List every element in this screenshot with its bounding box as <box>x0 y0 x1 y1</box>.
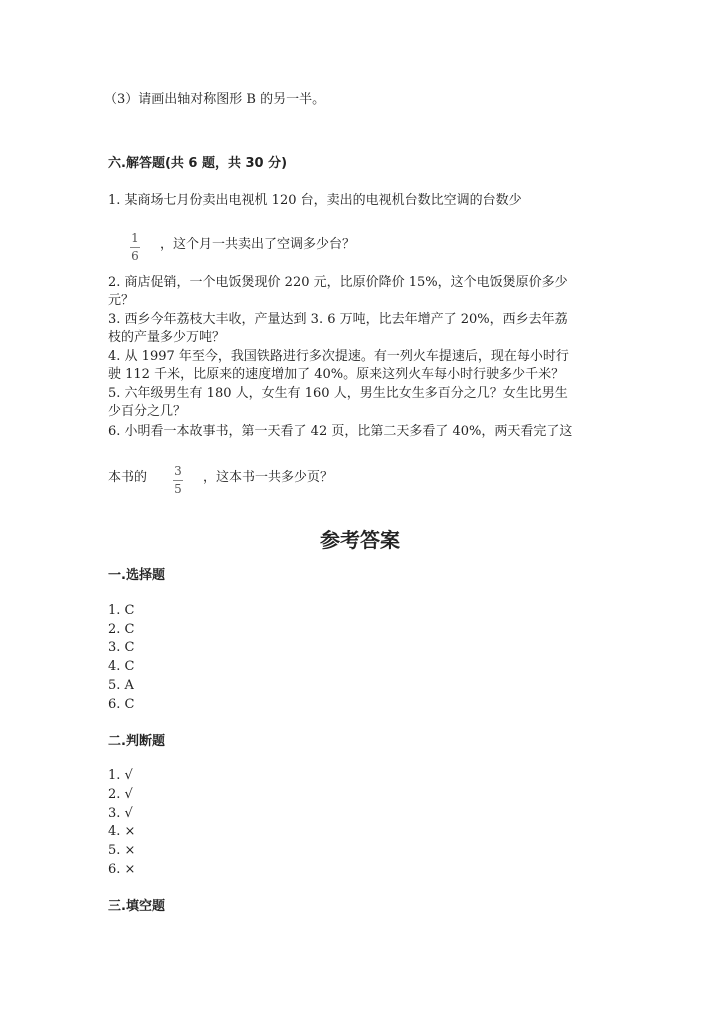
numerator: 1 <box>131 231 139 245</box>
answer-item: 3. C <box>108 640 135 655</box>
answer-item: 6. C <box>108 697 135 712</box>
answer-item: 1. C <box>108 603 135 618</box>
fraction-3-5 <box>173 465 183 496</box>
question-6-line-2b: ，这本书一共多少页？ <box>203 470 334 485</box>
answer-item: 3. √ <box>108 806 133 821</box>
answer-item: 5. A <box>108 678 134 693</box>
answers-section-3-heading: 三.填空题 <box>108 899 165 914</box>
answer-item: 2. C <box>108 622 135 637</box>
answer-item: 4. × <box>108 824 136 839</box>
question-3-line-2: 枝的产量多少万吨？ <box>108 330 226 345</box>
question-4-line-1: 4. 从 1997 年至今，我国铁路进行多次提速。有一列火车提速后，现在每小时行 <box>108 349 569 364</box>
denominator: 5 <box>174 482 182 496</box>
question-2-line-2: 元？ <box>108 293 135 308</box>
answers-title: 参考答案 <box>320 528 400 552</box>
question-5-line-1: 5. 六年级男生有 180 人，女生有 160 人，男生比女生多百分之几？女生比男生 <box>108 386 568 401</box>
numerator: 3 <box>174 464 182 478</box>
question-1-line-2: ，这个月一共卖出了空调多少台？ <box>160 237 356 252</box>
question-6-line-1: 6. 小明看一本故事书，第一天看了 42 页，比第二天多看了 40%，两天看完了这 <box>108 424 573 439</box>
answer-item: 6. × <box>108 862 136 877</box>
question-1-line-1: 1. 某商场七月份卖出电视机 120 台，卖出的电视机台数比空调的台数少 <box>108 193 522 208</box>
denominator: 6 <box>131 249 139 263</box>
answer-item: 1. √ <box>108 768 133 783</box>
answer-item: 5. × <box>108 843 136 858</box>
answer-item: 2. √ <box>108 787 133 802</box>
question-5-line-2: 少百分之几？ <box>108 404 187 419</box>
question-4-line-2: 驶 112 千米，比原来的速度增加了 40%。原来这列火车每小时行驶多少千米？ <box>108 367 565 382</box>
answers-section-2-heading: 二.判断题 <box>108 734 165 749</box>
question-6-line-2a: 本书的 <box>108 470 148 485</box>
section-heading: 六.解答题(共 6 题，共 30 分) <box>108 156 288 171</box>
question-part-3: （3）请画出轴对称图形 B 的另一半。 <box>104 92 326 107</box>
answer-item: 4. C <box>108 659 135 674</box>
fraction-1-6 <box>130 232 140 263</box>
question-2-line-1: 2. 商店促销，一个电饭煲现价 220 元，比原价降价 15%，这个电饭煲原价多少 <box>108 275 568 290</box>
question-3-line-1: 3. 西乡今年荔枝大丰收，产量达到 3. 6 万吨，比去年增产了 20%，西乡去年荔 <box>108 312 568 327</box>
answers-section-1-heading: 一.选择题 <box>108 568 165 583</box>
